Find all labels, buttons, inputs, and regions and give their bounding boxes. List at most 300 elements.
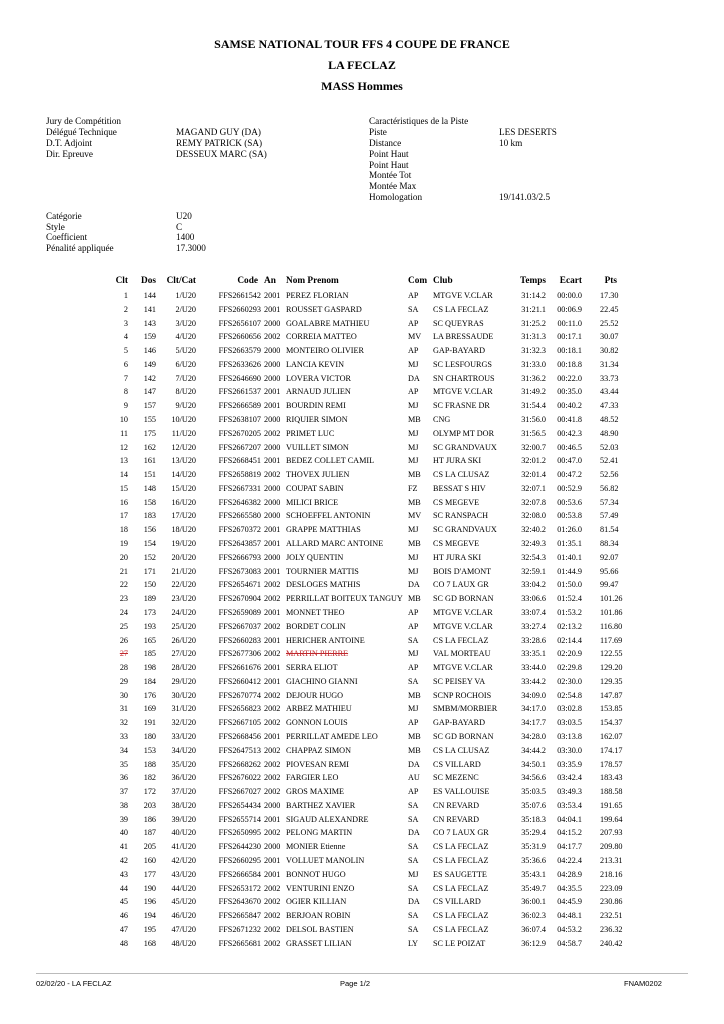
cell-com: FZ [408,483,418,493]
cell-an: 2002 [264,883,281,893]
cell-pts: 101.26 [600,594,623,604]
cell-ecart: 04:58.7 [557,938,582,948]
cell-temps: 33:06.6 [521,594,546,604]
cell-code: FFS2644230 [218,842,261,852]
table-row [0,414,724,426]
cell-nom: ARBEZ MATHIEU [286,704,352,714]
footer-divider [36,973,688,974]
cell-nom: RIQUIER SIMON [286,415,348,425]
cell-nom: ALLARD MARC ANTOINE [286,539,384,549]
cell-cltcat: 31/U20 [171,704,196,714]
table-row [0,800,724,812]
cell-cltcat: 14/U20 [171,470,196,480]
cell-code: FFS2658819 [218,470,261,480]
cell-an: 2000 [264,415,281,425]
jury-label: D.T. Adjoint [46,138,93,148]
cell-nom: BEDEZ COLLET CAMIL [286,456,375,466]
cell-ecart: 00:53.6 [557,497,582,507]
piste-value: 19/141.03/2.5 [499,192,551,202]
cell-clt: 9 [123,401,128,411]
cell-cltcat: 34/U20 [171,745,196,755]
cell-clt: 18 [119,525,128,535]
table-row [0,635,724,647]
cell-ecart: 04:35.5 [557,883,582,893]
cell-club: SCNP ROCHOIS [433,690,492,700]
cell-pts: 95.66 [600,566,619,576]
cell-clt: 13 [119,456,128,466]
cell-an: 2002 [264,621,281,631]
cell-cltcat: 27/U20 [171,649,196,659]
cell-clt: 11 [120,428,128,438]
cell-dos: 186 [143,814,156,824]
cell-dos: 150 [143,580,156,590]
cell-code: FFS2646690 [218,373,261,383]
cell-an: 2001 [264,676,281,686]
cell-ecart: 00:35.0 [557,387,582,397]
cell-ecart: 03:02.8 [557,704,582,714]
cell-com: MB [408,497,421,507]
cell-pts: 17.30 [600,291,619,300]
cell-nom: MONTEIRO OLIVIER [286,346,364,356]
cell-code: FFS2667105 [218,718,261,728]
cell-pts: 191.65 [600,800,623,810]
cell-com: MJ [408,359,419,369]
cell-clt: 41 [119,842,128,852]
cell-cltcat: 42/U20 [171,855,196,865]
cell-code: FFS2660295 [218,855,261,865]
cell-pts: 52.56 [600,470,619,480]
cell-temps: 35:29.4 [521,828,546,838]
cell-ecart: 01:52.4 [557,594,582,604]
cell-club: CS LA FECLAZ [433,635,489,645]
cell-an: 2002 [264,787,281,797]
cell-com: AP [408,318,419,328]
category-label: Coefficient [46,232,88,242]
cell-dos: 142 [143,373,156,383]
cell-cltcat: 44/U20 [171,883,196,893]
cell-club: HT JURA SKI [433,456,482,466]
piste-label: Piste [369,127,387,137]
piste-label: Montée Max [369,181,417,191]
cell-an: 2000 [264,442,281,452]
table-row [0,717,724,729]
cell-pts: 31.34 [600,359,619,369]
table-row [0,841,724,853]
cell-cltcat: 8/U20 [175,387,196,397]
cell-pts: 56.82 [600,483,619,493]
cell-club: SC GRANDVAUX [433,525,497,535]
cell-pts: 153.85 [600,704,623,714]
cell-an: 2001 [264,401,281,411]
cell-club: CS LA CLUSAZ [433,745,490,755]
cell-ecart: 02:20.9 [557,649,582,659]
cell-code: FFS2666793 [218,552,261,562]
cell-clt: 3 [123,318,128,328]
cell-nom: MONIER Etienne [286,842,346,852]
cell-cltcat: 9/U20 [175,401,196,411]
cell-dos: 168 [143,938,156,948]
cell-dos: 148 [143,483,156,493]
cell-com: MB [408,594,421,604]
cell-dos: 156 [143,525,156,535]
cell-cltcat: 43/U20 [171,869,196,879]
cell-nom: PERRILLAT BOITEUX TANGUY [286,594,403,604]
table-row [0,896,724,908]
category-label: Pénalité appliquée [46,243,114,253]
cell-code: FFS2661542 [218,291,261,300]
cell-ecart: 04:45.9 [557,897,582,907]
cell-com: DA [408,580,420,590]
cell-ecart: 00:00.0 [557,291,582,300]
category-value: U20 [176,211,192,221]
cell-clt: 45 [119,897,128,907]
cell-code: FFS2656107 [218,318,261,328]
cell-pts: 52.41 [600,456,619,466]
cell-clt: 26 [119,635,128,645]
cell-pts: 207.93 [600,828,623,838]
cell-nom: ROUSSET GASPARD [286,304,362,314]
cell-com: MJ [408,401,419,411]
cell-ecart: 00:52.9 [557,483,582,493]
cell-pts: 230.86 [600,897,623,907]
table-row [0,759,724,771]
cell-dos: 153 [143,745,156,755]
cell-nom: CORREIA MATTEO [286,332,357,342]
cell-code: FFS2660283 [218,635,261,645]
cell-clt: 40 [119,828,128,838]
cell-clt: 15 [119,483,128,493]
cell-pts: 88.34 [600,539,619,549]
cell-temps: 33:07.4 [521,607,546,617]
cell-ecart: 03:42.4 [557,773,582,783]
cell-dos: 155 [143,415,156,425]
table-row [0,538,724,550]
col-com: Com [408,276,428,286]
cell-cltcat: 12/U20 [171,442,196,452]
cell-club: SC GD BORNAN [433,594,494,604]
cell-pts: 57.34 [600,497,619,507]
cell-clt: 24 [119,607,128,617]
table-row [0,607,724,619]
table-row [0,910,724,922]
cell-code: FFS2660656 [218,332,261,342]
cell-temps: 31:56.5 [521,428,546,438]
cell-nom: GRASSET LILIAN [286,938,352,948]
piste-value: LES DESERTS [499,127,557,137]
cell-cltcat: 6/U20 [175,359,196,369]
cell-club: MTGVE V.CLAR [433,663,493,673]
col-pts: Pts [604,276,617,286]
table-row [0,924,724,936]
col-ecart: Ecart [559,276,582,286]
cell-temps: 33:04.2 [521,580,546,590]
cell-cltcat: 36/U20 [171,773,196,783]
cell-com: DA [408,897,420,907]
cell-club: SC PEISEY VA [433,676,486,686]
cell-code: FFS2668262 [218,759,261,769]
table-row [0,938,724,950]
cell-nom: BOURDIN REMI [286,401,346,411]
cell-com: SA [408,635,419,645]
cell-dos: 177 [143,869,156,879]
cell-code: FFS2660293 [218,304,261,314]
cell-an: 2000 [264,318,281,328]
cell-nom: PEREZ FLORIAN [286,291,349,300]
cell-clt: 36 [119,773,128,783]
cell-club: CS MEGEVE [433,539,480,549]
cell-com: SA [408,883,419,893]
cell-club: SC RANSPACH [433,511,488,521]
cell-an: 2002 [264,897,281,907]
cell-nom: SERRA ELIOT [286,663,338,673]
cell-clt: 6 [123,359,128,369]
cell-an: 2000 [264,552,281,562]
cell-clt: 30 [119,690,128,700]
cell-pts: 183.43 [600,773,623,783]
cell-com: MB [408,470,421,480]
cell-code: FFS2665580 [218,511,261,521]
cell-temps: 31:33.0 [521,359,546,369]
table-row [0,566,724,578]
cell-code: FFS2666589 [218,401,261,411]
cell-clt: 48 [119,938,128,948]
cell-cltcat: 46/U20 [171,911,196,921]
cell-pts: 240.42 [600,938,623,948]
cell-dos: 149 [143,359,156,369]
cell-pts: 232.51 [600,911,623,921]
cell-nom: VENTURINI ENZO [286,883,355,893]
cell-cltcat: 41/U20 [171,842,196,852]
cell-code: FFS2670372 [218,525,261,535]
col-nom: Nom Prenom [286,276,339,286]
cell-nom: CHAPPAZ SIMON [286,745,351,755]
cell-clt: 25 [119,621,128,631]
table-row [0,786,724,798]
cell-nom: PELONG MARTIN [286,828,353,838]
cell-dos: 188 [143,759,156,769]
cell-temps: 32:00.7 [521,442,546,452]
cell-cltcat: 11/U20 [171,428,196,438]
cell-clt: 31 [119,704,128,714]
cell-ecart: 03:35.9 [557,759,582,769]
cell-pts: 99.47 [600,580,619,590]
cell-com: MB [408,690,421,700]
cell-an: 2002 [264,332,281,342]
cell-cltcat: 45/U20 [171,897,196,907]
table-row [0,400,724,412]
cell-ecart: 01:50.0 [557,580,582,590]
cell-an: 2001 [264,539,281,549]
cell-dos: 144 [143,291,156,300]
cell-club: SC LE POIZAT [433,938,486,948]
cell-ecart: 00:41.8 [557,415,582,425]
table-row [0,827,724,839]
table-row [0,290,724,302]
cell-clt: 46 [119,911,128,921]
cell-ecart: 02:14.4 [557,635,582,645]
cell-pts: 223.09 [600,883,623,893]
cell-nom: PIOVESAN REMI [286,759,350,769]
table-row [0,373,724,385]
cell-nom: BARTHEZ XAVIER [286,800,356,810]
cell-pts: 30.07 [600,332,619,342]
cell-temps: 33:27.4 [521,621,546,631]
cell-com: MB [408,745,421,755]
cell-cltcat: 48/U20 [171,938,196,948]
cell-com: SA [408,814,419,824]
cell-com: SA [408,855,419,865]
cell-code: FFS2638107 [218,415,261,425]
cell-dos: 151 [143,470,156,480]
cell-clt: 8 [123,387,128,397]
cell-clt: 34 [119,745,128,755]
piste-label: Point Haut [369,149,409,159]
cell-clt: 10 [119,415,128,425]
cell-clt: 12 [119,442,128,452]
cell-clt: 19 [119,539,128,549]
jury-value: MAGAND GUY (DA) [176,127,261,137]
cell-code: FFS2653172 [218,883,261,893]
cell-an: 2001 [264,291,281,300]
cell-an: 2002 [264,428,281,438]
cell-an: 2001 [264,304,281,314]
cell-clt: 14 [119,470,128,480]
cell-clt: 16 [119,497,128,507]
cell-nom: MARTIN PIERRE [286,649,349,659]
cell-temps: 34:09.0 [521,690,546,700]
cell-cltcat: 22/U20 [171,580,196,590]
cell-code: FFS2670205 [218,428,261,438]
cell-cltcat: 32/U20 [171,718,196,728]
cell-nom: OGIER KILLIAN [286,897,347,907]
cell-ecart: 00:40.2 [557,401,582,411]
cell-pts: 122.55 [600,649,623,659]
cell-dos: 176 [143,690,156,700]
cell-code: FFS2656823 [218,704,261,714]
cell-dos: 193 [143,621,156,631]
cell-clt: 32 [119,718,128,728]
cell-dos: 182 [143,773,156,783]
cell-club: SC MEZENC [433,773,479,783]
table-row [0,648,724,660]
cell-cltcat: 19/U20 [171,539,196,549]
cell-nom: THOVEX JULIEN [286,470,350,480]
cell-dos: 185 [143,649,156,659]
cell-clt: 4 [123,332,128,342]
cell-com: SA [408,676,419,686]
cell-code: FFS2661676 [218,663,261,673]
cell-ecart: 00:42.3 [557,428,582,438]
cell-clt: 39 [119,814,128,824]
cell-cltcat: 5/U20 [175,346,196,356]
cell-clt: 37 [119,787,128,797]
cell-nom: GROS MAXIME [286,787,345,797]
piste-label: Homologation [369,192,423,202]
cell-com: AP [408,718,419,728]
cell-nom: MILICI BRICE [286,497,339,507]
cell-dos: 198 [143,663,156,673]
cell-club: CS LA FECLAZ [433,842,489,852]
cell-code: FFS2676022 [218,773,261,783]
cell-dos: 196 [143,897,156,907]
cell-pts: 162.07 [600,731,623,741]
cell-pts: 43.44 [600,387,619,397]
cell-code: FFS2665681 [218,938,261,948]
cell-com: MJ [408,649,419,659]
cell-code: FFS2667037 [218,621,261,631]
cell-cltcat: 20/U20 [171,552,196,562]
piste-label: Distance [369,138,402,148]
cell-temps: 31:56.0 [521,415,546,425]
cell-pts: 116.80 [600,621,623,631]
cell-temps: 32:01.2 [521,456,546,466]
cell-temps: 35:03.5 [521,787,546,797]
cell-dos: 146 [143,346,156,356]
cell-club: SN CHARTROUS [433,373,495,383]
col-an: An [264,276,276,286]
table-row [0,497,724,509]
cell-cltcat: 29/U20 [171,676,196,686]
cell-ecart: 00:11.0 [557,318,582,328]
cell-temps: 36:12.9 [521,938,546,948]
cell-dos: 169 [143,704,156,714]
cell-pts: 47.33 [600,401,619,411]
cell-dos: 205 [143,842,156,852]
cell-clt: 43 [119,869,128,879]
cell-club: CS MEGEVE [433,497,480,507]
cell-com: MJ [408,525,419,535]
table-row [0,855,724,867]
cell-nom: SIGAUD ALEXANDRE [286,814,369,824]
cell-dos: 159 [143,332,156,342]
cell-code: FFS2654434 [218,800,261,810]
cell-dos: 158 [143,497,156,507]
cell-temps: 31:54.4 [521,401,546,411]
cell-pts: 129.35 [600,676,623,686]
cell-cltcat: 2/U20 [175,304,196,314]
cell-ecart: 00:06.9 [557,304,582,314]
cell-club: SC FRASNE DR [433,401,490,411]
table-row [0,814,724,826]
cell-code: FFS2673083 [218,566,261,576]
cell-com: MJ [408,428,419,438]
cell-clt: 47 [119,924,128,934]
cell-clt: 5 [123,346,128,356]
category-label: Catégorie [46,211,82,221]
cell-com: MJ [408,869,419,879]
cell-ecart: 02:13.2 [557,621,582,631]
cell-clt: 28 [119,663,128,673]
cell-nom: GONNON LOUIS [286,718,348,728]
table-row [0,510,724,522]
cell-clt: 44 [119,883,128,893]
cell-temps: 33:35.1 [521,649,546,659]
cell-dos: 154 [143,539,156,549]
cell-nom: PERRILLAT AMEDE LEO [286,731,378,741]
cell-an: 2002 [264,470,281,480]
cell-an: 2002 [264,704,281,714]
cell-temps: 32:59.1 [521,566,546,576]
cell-pts: 52.03 [600,442,619,452]
cell-temps: 36:00.1 [521,897,546,907]
cell-temps: 36:07.4 [521,924,546,934]
table-row [0,745,724,757]
cell-clt: 20 [119,552,128,562]
cell-pts: 129.20 [600,663,623,673]
table-row [0,869,724,881]
table-row [0,662,724,674]
footer-page: Page 1/2 [340,979,371,988]
